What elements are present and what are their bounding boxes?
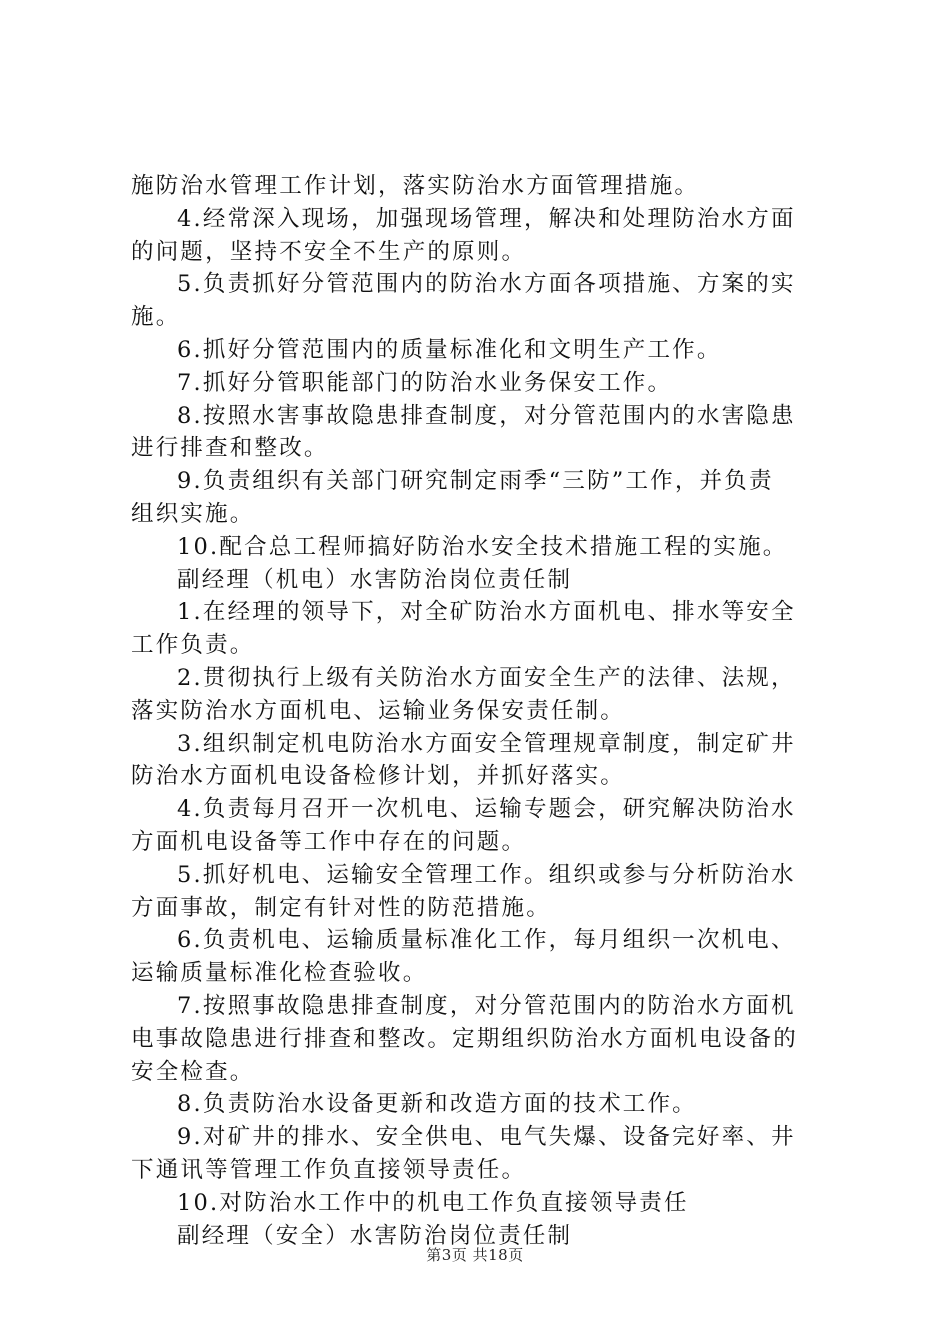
text-line: 3.组织制定机电防治水方面安全管理规章制度，制定矿井 <box>177 730 796 757</box>
text-line: 6.抓好分管范围内的质量标准化和文明生产工作。 <box>177 336 722 363</box>
text-line: 运输质量标准化检查验收。 <box>131 960 428 987</box>
text-line: 组织实施。 <box>131 500 255 527</box>
text-line: 安全检查。 <box>131 1058 255 1085</box>
text-line: 防治水方面机电设备检修计划，并抓好落实。 <box>131 763 626 790</box>
text-line: 的问题，坚持不安全不生产的原则。 <box>131 238 527 265</box>
text-line: 8.负责防治水设备更新和改造方面的技术工作。 <box>177 1091 697 1118</box>
text-line: 8.按照水害事故隐患排查制度，对分管范围内的水害隐患 <box>177 402 796 429</box>
document-body <box>131 170 831 1252</box>
text-line: 10.配合总工程师搞好防治水安全技术措施工程的实施。 <box>177 533 788 560</box>
text-line: 施防治水管理工作计划，落实防治水方面管理措施。 <box>131 173 700 199</box>
text-line: 方面机电设备等工作中存在的问题。 <box>131 828 527 855</box>
text-line: 副经理（机电）水害防治岗位责任制 <box>177 566 573 593</box>
text-line: 落实防治水方面机电、运输业务保安责任制。 <box>131 697 626 724</box>
text-line: 7.按照事故隐患排查制度，对分管范围内的防治水方面机 <box>177 992 796 1019</box>
text-line: 施。 <box>131 304 181 331</box>
text-line: 10.对防治水工作中的机电工作负直接领导责任 <box>177 1189 689 1216</box>
text-line: 4.负责每月召开一次机电、运输专题会，研究解决防治水 <box>177 796 796 823</box>
text-line: 9.对矿井的排水、安全供电、电气失爆、设备完好率、井 <box>177 1124 796 1151</box>
text-line: 6.负责机电、运输质量标准化工作，每月组织一次机电、 <box>177 927 796 954</box>
text-line: 1.在经理的领导下，对全矿防治水方面机电、排水等安全 <box>177 599 796 626</box>
text-line: 9.负责组织有关部门研究制定雨季“三防”工作，并负责 <box>177 468 774 495</box>
page-footer: 第3页 共18页 <box>426 1246 524 1264</box>
text-line: 进行排查和整改。 <box>131 435 329 462</box>
text-line: 5.抓好机电、运输安全管理工作。组织或参与分析防治水 <box>177 861 796 888</box>
text-line: 副经理（安全）水害防治岗位责任制 <box>177 1222 573 1249</box>
text-line: 电事故隐患进行排查和整改。定期组织防治水方面机电设备的 <box>131 1025 798 1052</box>
text-line: 工作负责。 <box>131 632 255 659</box>
text-line: 下通讯等管理工作负直接领导责任。 <box>131 1156 527 1183</box>
text-line: 7.抓好分管职能部门的防治水业务保安工作。 <box>177 369 673 396</box>
text-line: 5.负责抓好分管范围内的防治水方面各项措施、方案的实 <box>177 271 796 298</box>
text-line: 2.贯彻执行上级有关防治水方面安全生产的法律、法规， <box>177 664 796 691</box>
text-line: 4.经常深入现场，加强现场管理，解决和处理防治水方面 <box>177 205 796 232</box>
text-line: 方面事故，制定有针对性的防范措施。 <box>131 894 551 921</box>
